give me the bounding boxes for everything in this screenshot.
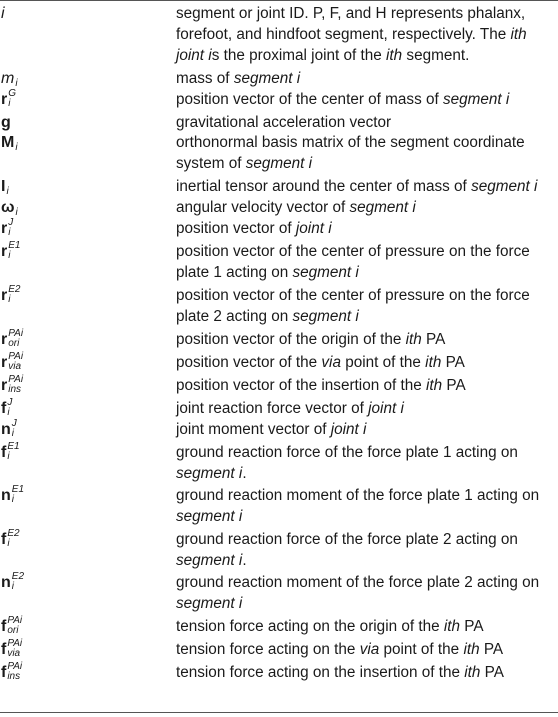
symbol-main: f [1, 400, 7, 417]
symbol-cell [0, 616, 164, 637]
table-row [0, 112, 558, 132]
top-rule [0, 0, 558, 1]
table-row [0, 442, 558, 485]
table-row [0, 285, 558, 329]
table-rows [0, 3, 558, 685]
symbol-cell [0, 329, 164, 350]
description-cell: ground reaction moment of the force plate 1 acting on segment i [176, 487, 540, 525]
symbol-subscript: i [15, 77, 18, 89]
symbol-cell [0, 132, 164, 153]
symbol-main: g [1, 114, 11, 131]
symbol-main: i [1, 5, 5, 22]
table-row [0, 176, 558, 197]
symbol-cell [0, 352, 164, 373]
symbol-subscript: i [11, 580, 15, 592]
symbol-main: I [1, 178, 6, 195]
symbol-superscript: E1 [8, 239, 21, 251]
symbol-superscript: E2 [8, 283, 21, 295]
symbol-main: m [1, 70, 15, 87]
description-cell: position vector of the origin of the ith PA [176, 331, 446, 348]
symbol-subscript: via [8, 360, 22, 372]
symbol-indices [8, 352, 23, 372]
symbol-indices [7, 616, 22, 636]
description-cell: inertial tensor around the center of mass of segment i [176, 178, 538, 195]
symbol-main: n [1, 421, 11, 438]
symbol-superscript: PAi [7, 637, 23, 649]
description-cell: mass of segment i [176, 70, 301, 87]
symbol-cell [0, 375, 164, 396]
symbol-subscript: via [7, 647, 21, 659]
symbol-superscript: E1 [11, 483, 25, 495]
symbol-cell [0, 218, 164, 239]
symbol-indices [7, 398, 12, 418]
symbol-indices [8, 285, 20, 305]
symbol-main: f [1, 618, 7, 635]
table-row [0, 572, 558, 616]
table-row [0, 89, 558, 112]
table-row [0, 398, 558, 419]
table-row [0, 132, 558, 176]
symbol-indices [7, 529, 19, 549]
symbol-cell [0, 572, 164, 593]
symbol-main: r [1, 331, 8, 348]
symbol-main: r [1, 354, 8, 371]
symbol-superscript: J [7, 396, 13, 408]
description-cell: tension force acting on the via point of the ith PA [176, 641, 504, 658]
description-cell: joint reaction force vector of joint i [176, 400, 404, 417]
symbol-subscript: i [7, 406, 10, 418]
symbol-superscript: PAi [8, 350, 24, 362]
symbol-cell [0, 662, 164, 683]
table-row [0, 616, 558, 639]
symbol-indices [6, 187, 8, 197]
symbol-subscript: i [8, 293, 11, 305]
symbol-indices [12, 572, 24, 592]
symbol-subscript: i [11, 427, 15, 439]
symbol-indices [8, 218, 13, 238]
symbol-subscript: ins [7, 670, 21, 682]
symbol-subscript: i [8, 249, 11, 261]
description-cell: position vector of the via point of the ith PA [176, 354, 465, 371]
symbol-superscript: E2 [7, 527, 20, 539]
description-cell: angular velocity vector of segment i [176, 199, 416, 216]
symbol-superscript: PAi [7, 660, 23, 672]
symbol-cell [0, 89, 164, 110]
symbol-indices [8, 329, 23, 349]
symbol-subscript: i [15, 206, 18, 218]
table-row [0, 529, 558, 572]
symbol-main: r [1, 243, 8, 260]
description-cell: position vector of the center of pressure on the force plate 2 acting on segment i [176, 287, 530, 325]
table-row [0, 197, 558, 218]
symbol-superscript: PAi [7, 614, 23, 626]
symbol-superscript: PAi [8, 327, 24, 339]
symbol-superscript: E1 [7, 440, 20, 452]
symbol-main: n [1, 487, 11, 504]
table-row [0, 375, 558, 398]
symbol-cell [0, 241, 164, 262]
symbol-main: f [1, 641, 7, 658]
symbol-subscript: ori [7, 624, 19, 636]
symbol-cell [0, 112, 164, 133]
table-row [0, 329, 558, 352]
symbol-indices [8, 89, 16, 109]
symbol-cell [0, 529, 164, 550]
symbol-indices [7, 442, 19, 462]
symbol-superscript: J [11, 417, 17, 429]
symbol-indices [12, 419, 17, 439]
description-cell: position vector of the insertion of the ith PA [176, 377, 466, 394]
symbol-superscript: E2 [11, 570, 25, 582]
description-cell: tension force acting on the origin of the ith PA [176, 618, 484, 635]
description-cell: position vector of joint i [176, 220, 332, 237]
table-row [0, 662, 558, 685]
symbol-subscript: i [7, 537, 10, 549]
symbol-main: f [1, 664, 7, 681]
symbol-main: f [1, 444, 7, 461]
symbol-indices [8, 375, 23, 395]
symbol-main: r [1, 220, 8, 237]
symbol-indices [12, 485, 24, 505]
symbol-subscript: i [8, 97, 11, 109]
symbol-superscript: G [8, 87, 17, 99]
symbol-cell [0, 442, 164, 463]
symbol-subscript: i [11, 493, 15, 505]
symbol-subscript: i [15, 141, 18, 153]
symbol-cell [0, 285, 164, 306]
symbol-superscript: PAi [8, 373, 24, 385]
table-row [0, 639, 558, 662]
symbol-cell [0, 68, 164, 89]
symbol-cell [0, 176, 164, 197]
bottom-rule [0, 712, 558, 713]
symbol-subscript: i [6, 185, 9, 197]
symbol-cell [0, 3, 164, 24]
symbol-indices [7, 662, 22, 682]
table-row [0, 485, 558, 529]
symbol-cell [0, 639, 164, 660]
table-row [0, 241, 558, 285]
table-row [0, 68, 558, 89]
description-cell: ground reaction force of the force plate 1 acting on segment i. [176, 444, 518, 482]
description-cell: gravitational acceleration vector [176, 114, 392, 131]
symbol-subscript: i [8, 226, 11, 238]
symbol-cell [0, 419, 164, 440]
table-row [0, 218, 558, 241]
symbol-main: r [1, 377, 8, 394]
description-cell: segment or joint ID. P, F, and H represents phalanx, forefoot, and hindfoot segment, respectively. The ith joint is the proximal joint of the ith segment. [176, 5, 527, 64]
symbol-indices [16, 208, 18, 218]
description-cell: ground reaction moment of the force plate 2 acting on segment i [176, 574, 540, 612]
description-cell: position vector of the center of mass of segment i [176, 91, 510, 108]
symbol-subscript: ins [8, 383, 22, 395]
symbol-superscript: J [8, 216, 14, 228]
symbol-indices [8, 241, 20, 261]
symbol-main: M [1, 134, 15, 151]
table-row [0, 352, 558, 375]
symbol-cell [0, 197, 164, 218]
description-cell: joint moment vector of joint i [176, 421, 367, 438]
symbol-main: f [1, 531, 7, 548]
symbol-main: r [1, 91, 8, 108]
symbol-main: r [1, 287, 8, 304]
symbol-cell [0, 398, 164, 419]
symbol-indices [15, 143, 17, 153]
symbol-subscript: ori [8, 337, 20, 349]
description-cell: tension force acting on the insertion of the ith PA [176, 664, 504, 681]
description-cell: position vector of the center of pressure on the force plate 1 acting on segment i [176, 243, 530, 281]
description-cell: orthonormal basis matrix of the segment coordinate system of segment i [176, 134, 525, 172]
description-cell: ground reaction force of the force plate 2 acting on segment i. [176, 531, 518, 569]
table-row [0, 3, 558, 68]
symbol-main: ω [1, 199, 15, 216]
symbol-indices [7, 639, 22, 659]
table-row [0, 419, 558, 442]
symbol-cell [0, 485, 164, 506]
symbol-main: n [1, 574, 11, 591]
symbol-subscript: i [7, 450, 10, 462]
